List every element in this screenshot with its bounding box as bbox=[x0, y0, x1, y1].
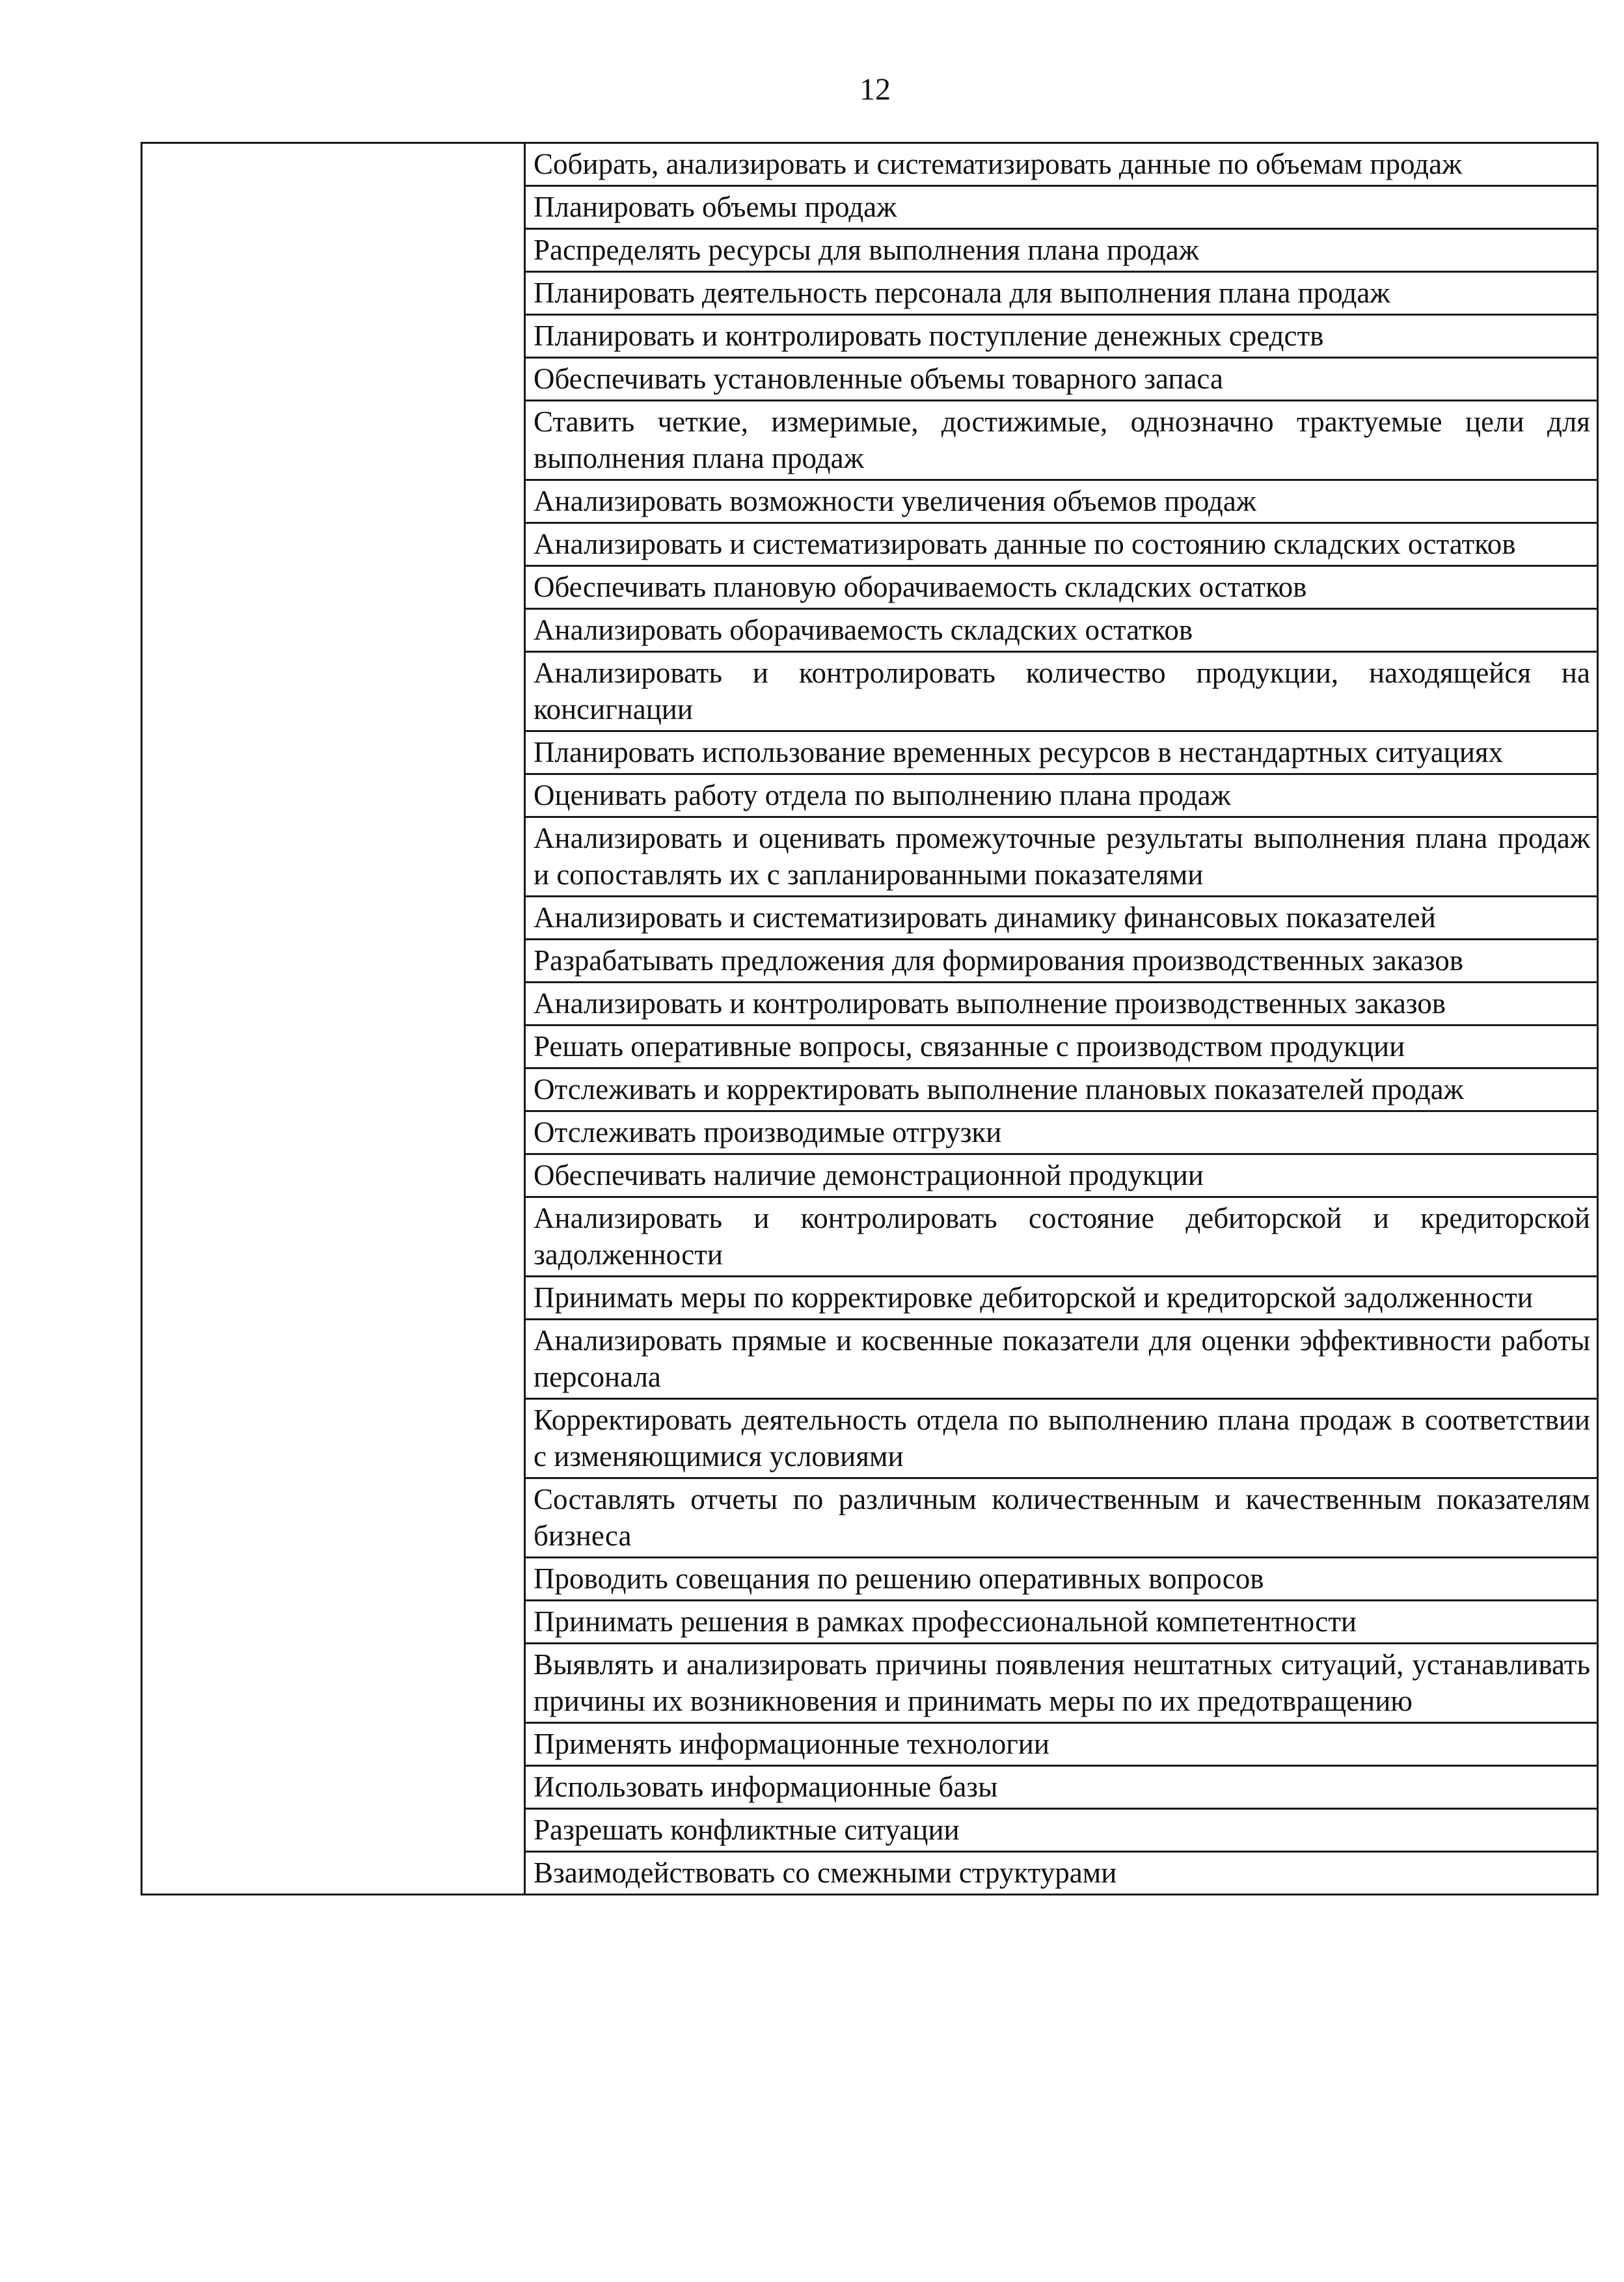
list-item: Собирать, анализировать и систематизировать данные по объемам продаж bbox=[534, 148, 1463, 180]
list-item: Ставить четкие, измеримые, достижимые, однозначно трактуемые цели для выполнения плана продаж bbox=[526, 400, 1597, 479]
list-item: Анализировать возможности увеличения объемов продаж bbox=[526, 479, 1597, 522]
page-number: 12 bbox=[859, 72, 891, 107]
list-item: Анализировать и систематизировать динамику финансовых показателей bbox=[526, 895, 1597, 938]
list-item: Составлять отчеты по различным количественным и качественным показателям бизнеса bbox=[526, 1477, 1597, 1556]
list-item: Обеспечивать наличие демонстрационной продукции bbox=[526, 1153, 1597, 1196]
list-item: Решать оперативные вопросы, связанные с производством продукции bbox=[526, 1024, 1597, 1067]
list-item: Анализировать и контролировать состояние дебиторской и кредиторской задолженности bbox=[526, 1196, 1597, 1275]
list-item: Анализировать и оценивать промежуточные результаты выполнения плана продаж и сопоставлять их с запланированными показателями bbox=[526, 816, 1597, 895]
list-item: Применять информационные технологии bbox=[526, 1722, 1597, 1765]
list-item: Принимать меры по корректировке дебиторской и кредиторской задолженности bbox=[526, 1275, 1597, 1318]
skills-list bbox=[526, 144, 1597, 1894]
list-item: Принимать решения в рамках профессиональной компетентности bbox=[526, 1599, 1597, 1642]
right-cell bbox=[525, 143, 1598, 1895]
list-item: Оценивать работу отдела по выполнению плана продаж bbox=[526, 773, 1597, 816]
list-item: Анализировать и контролировать выполнение производственных заказов bbox=[526, 981, 1597, 1024]
left-cell bbox=[142, 143, 525, 1895]
list-item: Проводить совещания по решению оперативных вопросов bbox=[526, 1556, 1597, 1599]
list-item: Планировать и контролировать поступление денежных средств bbox=[526, 314, 1597, 357]
list-item: Анализировать и контролировать количество продукции, находящейся на консигнации bbox=[526, 651, 1597, 730]
list-item: Анализировать и систематизировать данные по состоянию складских остатков bbox=[526, 522, 1597, 565]
list-item: Корректировать деятельность отдела по выполнению плана продаж в соответствии с изменяющимися условиями bbox=[526, 1398, 1597, 1477]
list-item: Планировать использование временных ресурсов в нестандартных ситуациях bbox=[526, 730, 1597, 773]
list-item: Планировать объемы продаж bbox=[526, 185, 1597, 228]
list-item: Планировать деятельность персонала для выполнения плана продаж bbox=[526, 271, 1597, 314]
list-item: Обеспечивать установленные объемы товарного запаса bbox=[526, 357, 1597, 400]
list-item: Разрешать конфликтные ситуации bbox=[526, 1808, 1597, 1851]
skills-table bbox=[141, 142, 1599, 1895]
table-row bbox=[142, 143, 1598, 1895]
list-item: Отслеживать и корректировать выполнение плановых показателей продаж bbox=[526, 1067, 1597, 1110]
list-item: Обеспечивать плановую оборачиваемость складских остатков bbox=[526, 565, 1597, 608]
list-item: Разрабатывать предложения для формирования производственных заказов bbox=[526, 938, 1597, 981]
list-item: Использовать информационные базы bbox=[526, 1765, 1597, 1808]
list-item: Отслеживать производимые отгрузки bbox=[526, 1110, 1597, 1153]
list-item: Выявлять и анализировать причины появления нештатных ситуаций, устанавливать причины их возникновения и принимать меры по их предотвращению bbox=[526, 1642, 1597, 1722]
list-item: Взаимодействовать со смежными структурами bbox=[526, 1851, 1597, 1894]
list-item: Распределять ресурсы для выполнения плана продаж bbox=[526, 228, 1597, 271]
list-item: Анализировать оборачиваемость складских остатков bbox=[526, 608, 1597, 651]
list-item: Анализировать прямые и косвенные показатели для оценки эффективности работы персонала bbox=[526, 1318, 1597, 1398]
